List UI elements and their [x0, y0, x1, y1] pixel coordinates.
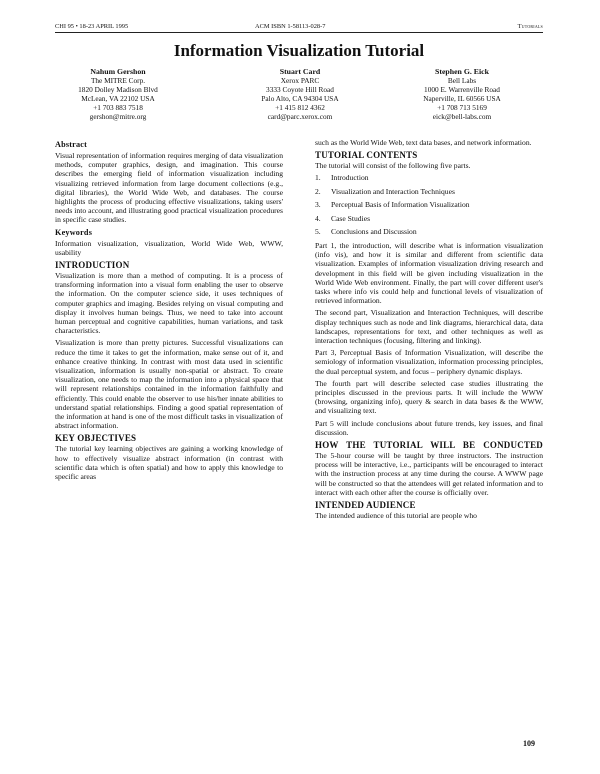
right-column: [315, 138, 543, 523]
contents-heading: TUTORIAL CONTENTS: [315, 150, 418, 161]
author-street: 1000 E. Warrenville Road: [424, 85, 500, 94]
list-item: [315, 214, 543, 223]
audience-text: The intended audience of this tutorial are people who: [315, 510, 477, 520]
list-item-number: 3.: [315, 200, 321, 210]
author-email: card@parc.xerox.com: [267, 112, 333, 121]
author-email: eick@bell-labs.com: [432, 112, 492, 121]
author-name: Stuart Card: [279, 67, 321, 76]
list-item: [315, 227, 543, 236]
conference-label: CHI 95 • 18-23 APRIL 1995: [55, 23, 129, 30]
list-item-label: Conclusions and Discussion: [331, 227, 417, 237]
part-one-paragraph: Part 1, the introduction, will describe what is information visualization (info vis), and how it is similar and different from scientific data visualization. Examples of information visualization driving research and development in this field will be given including visualization in the World Wide Web environment. Finally, the part will cover different user's tasks where info vis could help and functional levels of visualization of retrieved information.: [315, 240, 543, 306]
author-email: gershon@mitre.org: [89, 112, 147, 121]
list-item-number: 1.: [315, 173, 321, 183]
part-two-paragraph: The second part, Visualization and Interaction Techniques, will describe display techniques such as node and link diagrams, hierarchical data, data landscapes, representations for text, and other techniques as well as interaction techniques (focusing, filtering and linking).: [315, 308, 543, 345]
abstract-heading: Abstract: [55, 140, 88, 149]
author-phone: +1 708 713 5169: [437, 103, 487, 112]
objectives-text: The tutorial key learning objectives are gaining a working knowledge of how to effectively visualize abstract information (in contrast with scientific data which is often spatial) and how to apply this knowledge to specific areas: [55, 444, 283, 482]
list-item: [315, 200, 543, 209]
part-five-paragraph: Part 5 will include conclusions about future trends, key issues, and final discussion.: [315, 418, 543, 437]
conducted-text: The 5-hour course will be taught by three instructors. The instruction process will be interactive, i.e., participants will be encouraged to interact with the instruction process at any time during the course. A WWW page will be constructed so that the attendees will get related information and to interact with each other after the course is officially over.: [315, 450, 543, 497]
list-item-number: 5.: [315, 227, 321, 237]
author: [33, 67, 203, 121]
author: [215, 67, 385, 121]
author-city: Palo Alto, CA 94304 USA: [261, 94, 339, 103]
isbn-label: ACM ISBN 1-58113-028-7: [255, 23, 326, 30]
author-city: McLean, VA 22102 USA: [81, 94, 155, 103]
author-block: [55, 67, 543, 135]
left-column: [55, 138, 283, 484]
keywords-text: Information visualization, visualization, World Wide Web, WWW, usability: [55, 238, 283, 257]
author-street: 3333 Coyote Hill Road: [266, 85, 334, 94]
contents-intro: The tutorial will consist of the following five parts.: [315, 161, 471, 171]
list-item: [315, 173, 543, 182]
abstract-text: Visual representation of information requires merging of data visualization methods, computer graphics, design, and imagination. This course describes the emerging field of information visualization including visualizing retrieved information from large document collections (e.g., digital libraries), the World Wide Web, and databases. The course highlights the process of producing effective visualizations, taking users' needs into account, and illustrating good practical visualization procedures in specific case studies.: [55, 151, 283, 225]
list-item: [315, 187, 543, 196]
running-header: [55, 21, 543, 33]
list-item-label: Case Studies: [331, 213, 371, 223]
author-org: Bell Labs: [447, 76, 477, 85]
list-item-label: Visualization and Interaction Techniques: [331, 186, 455, 196]
objectives-heading: KEY OBJECTIVES: [55, 433, 137, 444]
section-label: Tutorials: [517, 23, 543, 30]
keywords-heading: Keywords: [55, 227, 93, 237]
author-phone: +1 415 812 4362: [275, 103, 325, 112]
paper-title: Information Visualization Tutorial: [173, 41, 425, 60]
list-item-label: Perceptual Basis of Information Visualization: [331, 200, 470, 210]
page-number: 109: [523, 739, 535, 748]
list-item-number: 4.: [315, 213, 321, 223]
list-item-label: Introduction: [331, 173, 369, 183]
part-three-paragraph: Part 3, Perceptual Basis of Information Visualization, will describe the semiology of information visualization, information processing principles, the dual perceptual system, and focus – periphery dynamic displays.: [315, 348, 543, 376]
part-four-paragraph: The fourth part will describe selected case studies illustrating the principles discussed in the previous parts. It will include the WWW (browsing, organizing info), query & search in data bases & the WWW, and visualizing text.: [315, 378, 543, 416]
introduction-heading: INTRODUCTION: [55, 260, 130, 271]
continued-paragraph: such as the World Wide Web, text data bases, and network information.: [315, 138, 532, 147]
author-org: The MITRE Corp.: [90, 76, 146, 85]
author-street: 1820 Dolley Madison Blvd: [78, 85, 158, 94]
introduction-paragraph: Visualization is more than a method of computing. It is a process of transforming information into a visual form enabling the user to observe the information. On the computer science side, it uses techniques of computer graphics and imaging. Besides relying on visual computing and display it involves human beings. Thus, we need to take into account human perceptual and cognitive capabilities, human variations, and task characteristics.: [55, 271, 283, 336]
author-city: Naperville, IL 60566 USA: [423, 94, 501, 103]
author-org: Xerox PARC: [280, 76, 320, 85]
conducted-heading: HOW THE TUTORIAL WILL BE CONDUCTED: [315, 439, 543, 450]
author-phone: +1 703 883 7518: [93, 103, 143, 112]
author-name: Nahum Gershon: [90, 67, 146, 76]
introduction-paragraph: Visualization is more than pretty pictures. Successful visualizations can reduce the time it takes to get the information, make sense out of it, and enhance creative thinking. In contrast with most data used in scientific visualization, information is usually non-spatial or abstract. To create visualization, one needs to map the information into a physical space that will represent relationships contained in the information faithfully and efficiently. This could enable the observer to use his/her innate abilities to understand spatial relationships. Finding a good spatial representation of the information at hand is one of the most difficult tasks in visualization of abstract information.: [55, 338, 283, 431]
parts-list: [315, 173, 543, 236]
author: [377, 67, 547, 121]
audience-heading: INTENDED AUDIENCE: [315, 499, 416, 510]
author-name: Stephen G. Eick: [435, 67, 489, 76]
list-item-number: 2.: [315, 186, 321, 196]
